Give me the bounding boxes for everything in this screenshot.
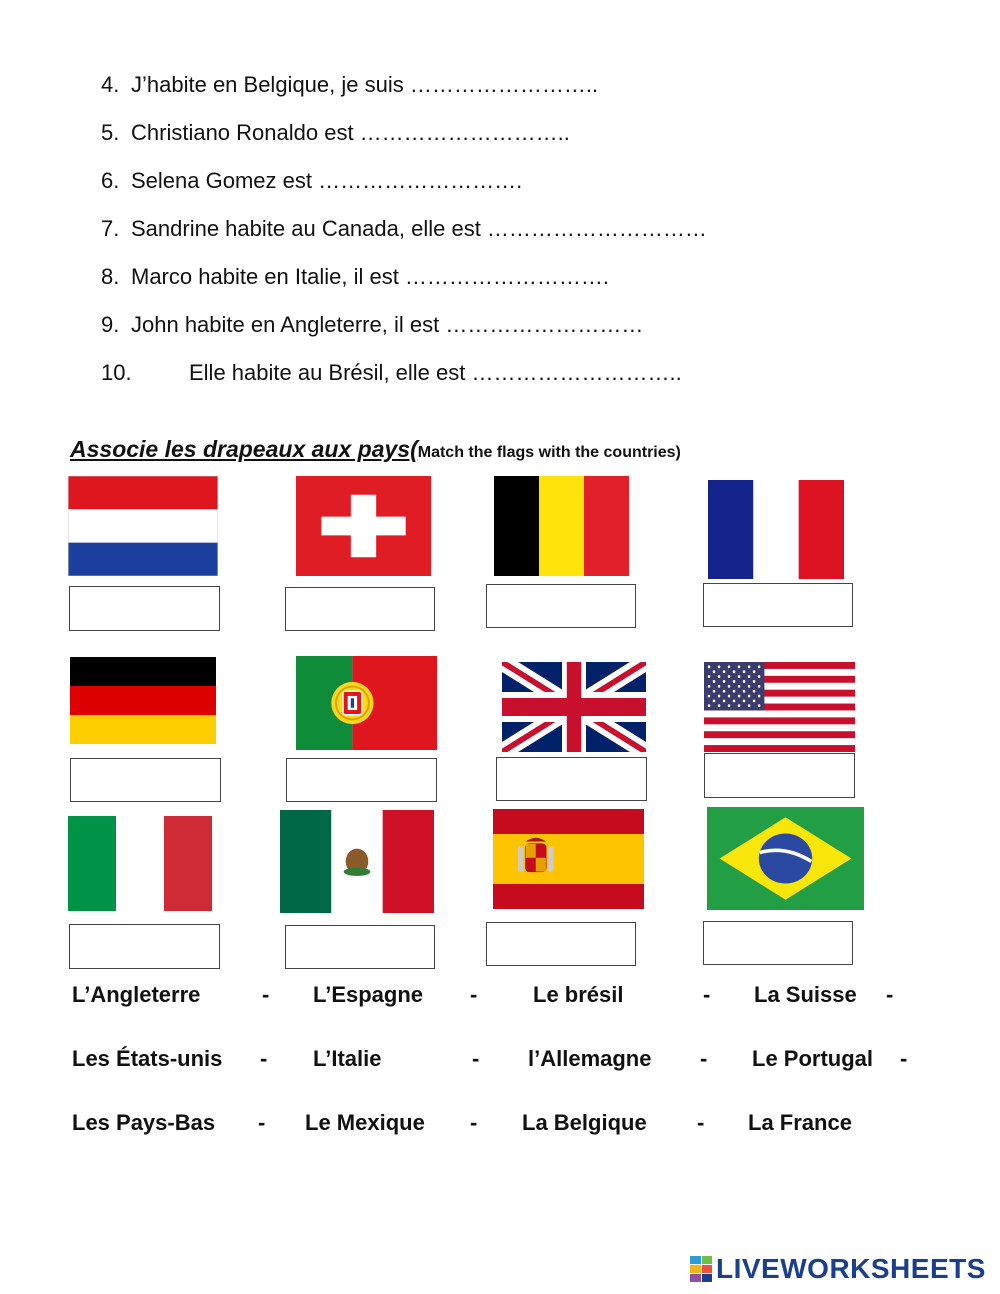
word-bank-item: l’Allemagne <box>528 1046 652 1071</box>
word-bank-item: Le Portugal <box>752 1046 874 1071</box>
question-text: J’habite en Belgique, je suis …………………….. <box>131 72 599 97</box>
question-8 <box>101 264 609 290</box>
answer-box[interactable] <box>285 925 435 969</box>
separator: - <box>470 1110 478 1135</box>
word-bank-item: La France <box>748 1110 852 1135</box>
answer-box[interactable] <box>703 583 853 627</box>
word-bank-item: Le brésil <box>533 982 624 1007</box>
question-6 <box>101 168 522 194</box>
separator: - <box>470 982 478 1007</box>
spain-flag <box>493 809 644 909</box>
answer-box[interactable] <box>69 586 220 631</box>
answer-box[interactable] <box>486 584 636 628</box>
section-title-main: Associe les drapeaux aux pays( <box>70 436 418 462</box>
question-number: 8. <box>101 264 120 289</box>
portugal-flag <box>296 656 437 750</box>
answer-box[interactable] <box>703 921 853 965</box>
question-7 <box>101 216 707 242</box>
question-text: Sandrine habite au Canada, elle est ………………………… <box>131 216 707 241</box>
question-number: 9. <box>101 312 120 337</box>
separator: - <box>700 1046 708 1071</box>
answer-box[interactable] <box>486 922 636 966</box>
question-text: Christiano Ronaldo est ……………………….. <box>131 120 570 145</box>
question-text: Selena Gomez est ………………………. <box>131 168 523 193</box>
question-9 <box>101 312 643 338</box>
answer-box[interactable] <box>285 587 435 631</box>
uk-flag <box>502 662 646 752</box>
word-bank-item: La Belgique <box>522 1110 647 1135</box>
france-flag <box>708 480 844 579</box>
answer-box[interactable] <box>496 757 647 801</box>
question-text: John habite en Angleterre, il est ……………………… <box>131 312 644 337</box>
answer-box[interactable] <box>69 924 220 969</box>
question-5 <box>101 120 570 146</box>
word-bank-item: L’Espagne <box>313 982 424 1007</box>
separator: - <box>472 1046 480 1071</box>
liveworksheets-logo <box>690 1252 986 1286</box>
separator: - <box>262 982 270 1007</box>
question-text: Elle habite au Brésil, elle est ……………………….. <box>189 360 682 385</box>
question-number: 10. <box>101 360 132 385</box>
netherlands-flag <box>68 476 218 576</box>
word-bank-item: L’Angleterre <box>72 982 201 1007</box>
separator: - <box>703 982 711 1007</box>
question-number: 6. <box>101 168 120 193</box>
question-number: 7. <box>101 216 120 241</box>
separator: - <box>900 1046 908 1071</box>
question-number: 5. <box>101 120 120 145</box>
italy-flag <box>68 816 212 911</box>
germany-flag <box>70 657 216 744</box>
word-bank-item: Les États-unis <box>72 1046 223 1071</box>
answer-box[interactable] <box>704 753 855 798</box>
separator: - <box>697 1110 705 1135</box>
separator: - <box>260 1046 268 1071</box>
question-10 <box>101 360 682 386</box>
mexico-flag <box>280 810 434 913</box>
question-4 <box>101 72 598 98</box>
word-bank-item: La Suisse <box>754 982 857 1007</box>
question-number: 4. <box>101 72 120 97</box>
section-subtitle: Match the flags with the countries) <box>417 444 681 461</box>
section-title <box>70 436 681 463</box>
separator: - <box>258 1110 266 1135</box>
separator: - <box>886 982 894 1007</box>
usa-flag <box>704 662 855 752</box>
belgium-flag <box>494 476 629 576</box>
logo-brand-text: LIVEWORKSHEETS <box>716 1253 986 1284</box>
answer-box[interactable] <box>286 758 437 802</box>
question-text: Marco habite en Italie, il est ………………………. <box>131 264 610 289</box>
switzerland-flag <box>296 476 431 576</box>
brazil-flag <box>707 807 864 910</box>
logo-mark-icon <box>690 1256 712 1282</box>
answer-box[interactable] <box>70 758 221 802</box>
word-bank-item: Les Pays-Bas <box>72 1110 216 1135</box>
word-bank-item: L’Italie <box>313 1046 382 1071</box>
word-bank-item: Le Mexique <box>305 1110 425 1135</box>
